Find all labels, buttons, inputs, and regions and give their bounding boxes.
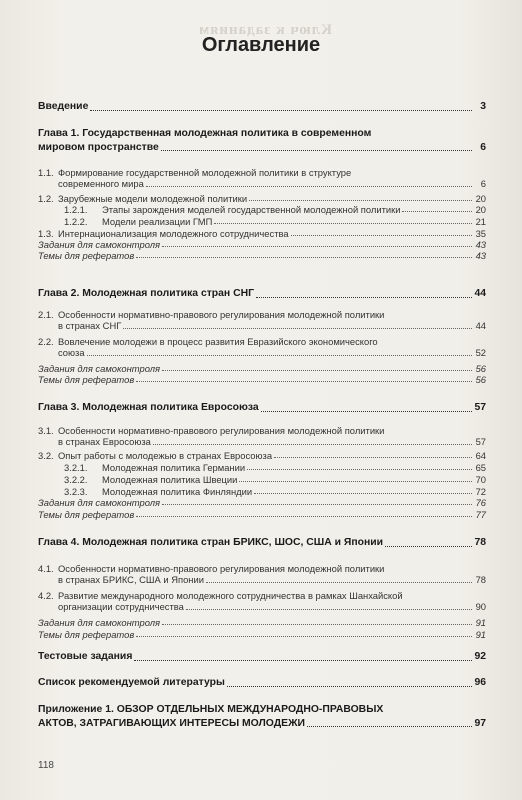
dot-leader [186, 609, 472, 610]
toc-entry-title-continued: современного мира [58, 178, 144, 190]
toc-entry [38, 563, 486, 586]
toc-entry-title: Тестовые задания [38, 651, 133, 662]
toc-entry-title: Формирование государственной молодежной политики в структуре [58, 167, 352, 178]
toc-entry [38, 250, 486, 261]
toc-page-number: 43 [475, 239, 486, 250]
toc-entry-number: 1.1. [38, 167, 54, 178]
dot-leader [214, 223, 472, 224]
dot-leader [402, 211, 472, 212]
dot-leader [146, 186, 472, 187]
toc-page-number: 90 [475, 601, 486, 613]
dot-leader [239, 481, 472, 482]
toc-page-number: 35 [475, 228, 486, 239]
dot-leader [136, 516, 472, 517]
dot-leader [385, 546, 472, 547]
toc-page-number: 78 [475, 574, 486, 586]
toc-entry [38, 228, 486, 239]
toc-entry-title: Глава 4. Молодежная политика стран БРИКС, ШОС, США и Японии [38, 537, 383, 548]
dot-leader [254, 493, 472, 494]
toc-page-number: 57 [474, 402, 486, 413]
toc-entry-number: 1.2.1. [64, 204, 88, 215]
toc-page-number: 57 [475, 436, 486, 448]
dot-leader [206, 582, 472, 583]
toc-page-number: 91 [475, 617, 486, 628]
toc-entry [38, 204, 486, 215]
toc-page-number: 6 [480, 178, 486, 190]
toc-entry [38, 450, 486, 461]
toc-page-number: 43 [475, 250, 486, 261]
toc-entry-title: Молодежная политика Финляндии [102, 486, 253, 497]
toc-entry [38, 629, 486, 640]
toc-entry-number: 4.1. [38, 563, 54, 574]
toc-entry-title: Задания для самоконтроля [38, 363, 160, 374]
dot-leader [153, 444, 472, 445]
toc-entry [38, 287, 486, 301]
toc-entry-title-continued: АКТОВ, ЗАТРАГИВАЮЩИХ ИНТЕРЕСЫ МОЛОДЕЖИ [38, 717, 305, 729]
toc-entry [38, 650, 486, 664]
toc-entry [38, 536, 486, 550]
toc-entry-number: 3.2.1. [64, 462, 88, 473]
toc-entry-number: 1.2. [38, 193, 54, 204]
toc-entry-title-continued: организации сотрудничества [58, 601, 184, 613]
toc-page-number: 52 [475, 347, 486, 359]
toc-entry-title: Введение [38, 101, 89, 112]
toc-entry-title: Вовлечение молодежи в процесс развития Евразийского экономического [58, 336, 378, 347]
toc-entry-number: 2.1. [38, 309, 54, 320]
dot-leader [162, 246, 472, 247]
toc-entry-title: Список рекомендуемой литературы [38, 677, 225, 688]
toc-entry-title: Глава 3. Молодежная политика Евросоюза [38, 402, 259, 413]
toc-page-number: 56 [475, 363, 486, 374]
toc-entry-title: Темы для рефератов [38, 250, 135, 261]
dot-leader [256, 297, 472, 298]
dot-leader [136, 257, 472, 258]
toc-page-number: 72 [475, 486, 486, 497]
toc-entry-number: 3.2.3. [64, 486, 88, 497]
toc-entry [38, 401, 486, 415]
toc-entry [38, 703, 486, 730]
toc-page-number: 76 [475, 497, 486, 508]
toc-entry-title: Развитие международного молодежного сотрудничества в рамках Шанхайской [58, 590, 403, 601]
toc-entry-title: Темы для рефератов [38, 629, 135, 640]
toc-page-number: 44 [475, 320, 486, 332]
toc-entry-title: Темы для рефератов [38, 374, 135, 385]
dot-leader [134, 660, 472, 661]
toc-entry-number: 4.2. [38, 590, 54, 601]
toc-page-number: 6 [480, 141, 486, 153]
toc-entry-number: 1.2.2. [64, 216, 88, 227]
toc-page-number: 92 [474, 651, 486, 662]
toc-entry-title-continued: в странах Евросоюза [58, 436, 151, 448]
toc-entry-number: 3.2.2. [64, 474, 88, 485]
toc-entry [38, 462, 486, 473]
toc-entry-title-continued: мировом пространстве [38, 141, 159, 153]
toc-entry-number: 3.2. [38, 450, 54, 461]
toc-entry-title: Опыт работы с молодежью в странах Евросоюза [58, 450, 273, 461]
toc-entry [38, 127, 486, 154]
toc-page-number: 3 [480, 101, 486, 112]
toc-page-number: 21 [475, 216, 486, 227]
toc-page-number: 78 [474, 537, 486, 548]
dot-leader [274, 457, 472, 458]
toc-entry [38, 617, 486, 628]
toc-entry [38, 309, 486, 332]
toc-page-number: 77 [475, 509, 486, 520]
toc-page-number: 70 [475, 474, 486, 485]
dot-leader [291, 235, 472, 236]
toc-entry-title: Модели реализации ГМП [102, 216, 213, 227]
toc-entry-title: Глава 2. Молодежная политика стран СНГ [38, 288, 254, 299]
toc-page-number: 91 [475, 629, 486, 640]
dot-leader [249, 200, 472, 201]
dot-leader [162, 624, 472, 625]
dot-leader [247, 469, 472, 470]
toc-entry [38, 167, 486, 190]
toc-page-number: 64 [475, 450, 486, 461]
toc-entry [38, 497, 486, 508]
toc-entry-number: 2.2. [38, 336, 54, 347]
toc-entry-title: Молодежная политика Германии [102, 462, 246, 473]
toc-entry-number: 1.3. [38, 228, 54, 239]
toc-entry [38, 474, 486, 485]
toc-entry [38, 486, 486, 497]
toc-entry-title: Молодежная политика Швеции [102, 474, 238, 485]
dot-leader [136, 381, 472, 382]
toc-entry-title: Особенности нормативно-правового регулирования молодежной политики [58, 425, 385, 436]
toc-entry [38, 363, 486, 374]
toc-page-number: 44 [474, 288, 486, 299]
toc-page-number: 20 [475, 204, 486, 215]
toc-page-number: 20 [475, 193, 486, 204]
toc-entry-title: Особенности нормативно-правового регулирования молодежной политики [58, 309, 385, 320]
bleed-through-text: Ключ к заданиям [197, 22, 333, 38]
dot-leader [123, 328, 472, 329]
toc-entry-title-continued: в странах СНГ [58, 320, 122, 332]
dot-leader [261, 411, 472, 412]
toc-entry-title: Интернационализация молодежного сотрудничества [58, 228, 289, 239]
toc-entry [38, 509, 486, 520]
dot-leader [307, 726, 472, 727]
page-number: 118 [38, 760, 54, 771]
toc-entry [38, 100, 486, 114]
toc-entry [38, 425, 486, 448]
toc-entry-title: Приложение 1. ОБЗОР ОТДЕЛЬНЫХ МЕЖДУНАРОДНО-ПРАВОВЫХ [38, 704, 384, 715]
dot-leader [87, 355, 472, 356]
toc-entry-number: 3.1. [38, 425, 54, 436]
toc-page-number: 96 [474, 677, 486, 688]
toc-entry-title: Задания для самоконтроля [38, 617, 160, 628]
toc-entry-title-continued: в странах БРИКС, США и Японии [58, 574, 204, 586]
toc-entry-title: Задания для самоконтроля [38, 497, 160, 508]
dot-leader [227, 686, 472, 687]
toc-entry-title: Зарубежные модели молодежной политики [58, 193, 248, 204]
toc-entry [38, 676, 486, 690]
toc-entry [38, 374, 486, 385]
toc-entry [38, 216, 486, 227]
toc-entry-title: Задания для самоконтроля [38, 239, 160, 250]
toc-entry-title: Этапы зарождения моделей государственной молодежной политики [102, 204, 401, 215]
dot-leader [162, 504, 472, 505]
toc-entry-title: Глава 1. Государственная молодежная политика в современном [38, 128, 372, 139]
toc-entry [38, 336, 486, 359]
toc-entry-title: Темы для рефератов [38, 509, 135, 520]
toc-entry [38, 590, 486, 613]
toc-page-number: 97 [474, 717, 486, 729]
dot-leader [162, 370, 472, 371]
dot-leader [90, 110, 472, 111]
toc-entry [38, 239, 486, 250]
page-title: Оглавление [201, 34, 321, 56]
toc-entry-title-continued: союза [58, 347, 85, 359]
toc-entry-title: Особенности нормативно-правового регулирования молодежной политики [58, 563, 385, 574]
toc-page-number: 65 [475, 462, 486, 473]
toc-entry [38, 193, 486, 204]
dot-leader [136, 636, 472, 637]
dot-leader [161, 150, 472, 151]
toc-page-number: 56 [475, 374, 486, 385]
